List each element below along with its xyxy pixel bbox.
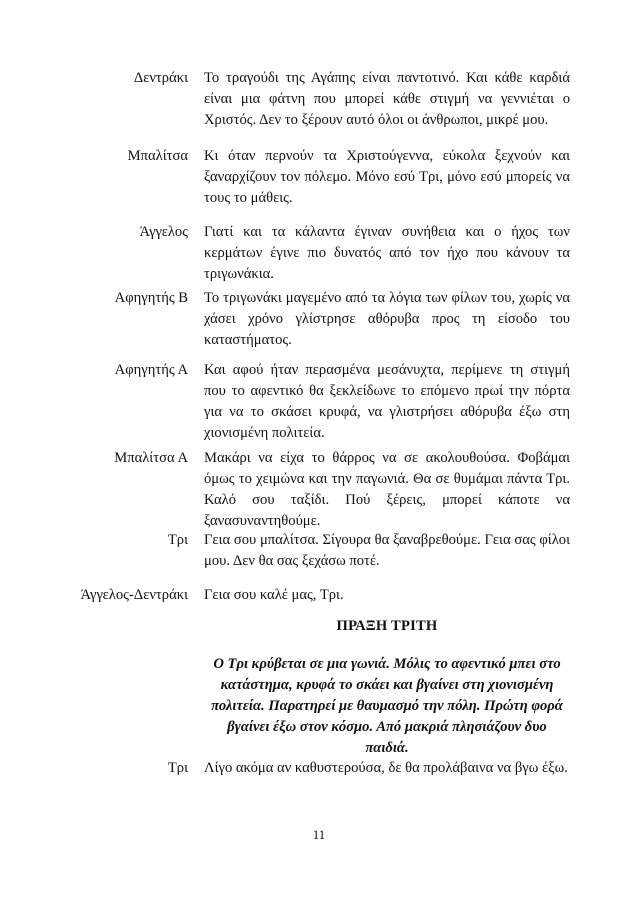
- dialogue-text: Γεια σου καλέ μας, Τρι.: [204, 587, 344, 603]
- speaker-label: Μπαλίτσα Α: [114, 450, 188, 466]
- speaker-label: Μπαλίτσα: [127, 148, 188, 164]
- act-title: ΠΡΑΞΗ ΤΡΙΤΗ: [336, 618, 438, 634]
- speaker-label: Τρι: [167, 760, 188, 776]
- speaker-label: Τρι: [167, 532, 188, 548]
- dialogue-text: Λίγο ακόμα αν καθυστερούσα, δε θα προλάβαινα να βγω έξω.: [204, 760, 568, 776]
- speaker-label: Αφηγητής Β: [114, 290, 188, 306]
- dialogue-text: Το τριγωνάκι μαγεμένο από τα λόγια των φίλων του, χωρίς να χάσει χρόνο γλίστρησε αθόρυβα προς τη είσοδο του καταστήματος.: [204, 290, 570, 348]
- speaker-label: Δεντράκι: [133, 70, 188, 86]
- dialogue-text: Και αφού ήταν περασμένα μεσάνυχτα, περίμενε τη στιγμή που το αφεντικό θα ξεκλείδωνε το επόμενο πρωί την πόρτα για να το σκάσει κρυφά, να γλιστρήσει αθόρυβα έξω στη χιονισμένη πολιτεία.: [204, 362, 570, 441]
- dialogue-text: Γεια σου μπαλίτσα. Σίγουρα θα ξαναβρεθούμε. Γεια σας φίλοι μου. Δεν θα σας ξεχάσω ποτέ.: [204, 532, 570, 569]
- dialogue-text: Γιατί και τα κάλαντα έγιναν συνήθεια και ο ήχος των κερμάτων έγινε πιο δυνατός από τον ήχο που κάνουν τα τριγωνάκια.: [204, 224, 570, 282]
- stage-direction: Ο Τρι κρύβεται σε μια γωνιά. Μόλις το αφεντικό μπει στο κατάστημα, κρυφά το σκάει και βγαίνει στη χιονισμένη πολιτεία. Παρατηρεί με θαυμασμό την πόλη. Πρώτη φορά βγαίνει έξω στον κόσμο. Από μακριά πλησιάζουν δυο παιδιά.: [211, 656, 563, 756]
- dialogue-text: Κι όταν περνούν τα Χριστούγεννα, εύκολα ξεχνούν και ξαναρχίζουν τον πόλεμο. Μόνο εσύ Τρι, μόνο εσύ μπορείς να τους το μάθεις.: [204, 148, 570, 206]
- speaker-label: Άγγελος: [139, 224, 188, 240]
- dialogue-text: Μακάρι να είχα το θάρρος να σε ακολουθούσα. Φοβάμαι όμως το χειμώνα και την παγωνιά. Θα σε θυμάμαι πάντα Τρι. Καλό σου ταξίδι. Πού ξέρεις, μπορεί κάποτε να ξανασυναντηθούμε.: [204, 450, 570, 529]
- page-number: 11: [312, 827, 326, 842]
- speaker-label: Αφηγητής Α: [114, 362, 188, 378]
- speaker-label: Άγγελος-Δεντράκι: [80, 587, 188, 603]
- dialogue-text: Το τραγούδι της Αγάπης είναι παντοτινό. Και κάθε καρδιά είναι μια φάτνη που μπορεί κάθε στιγμή να γεννιέται ο Χριστός. Δεν το ξέρουν αυτό όλοι οι άνθρωποι, μικρέ μου.: [204, 70, 570, 128]
